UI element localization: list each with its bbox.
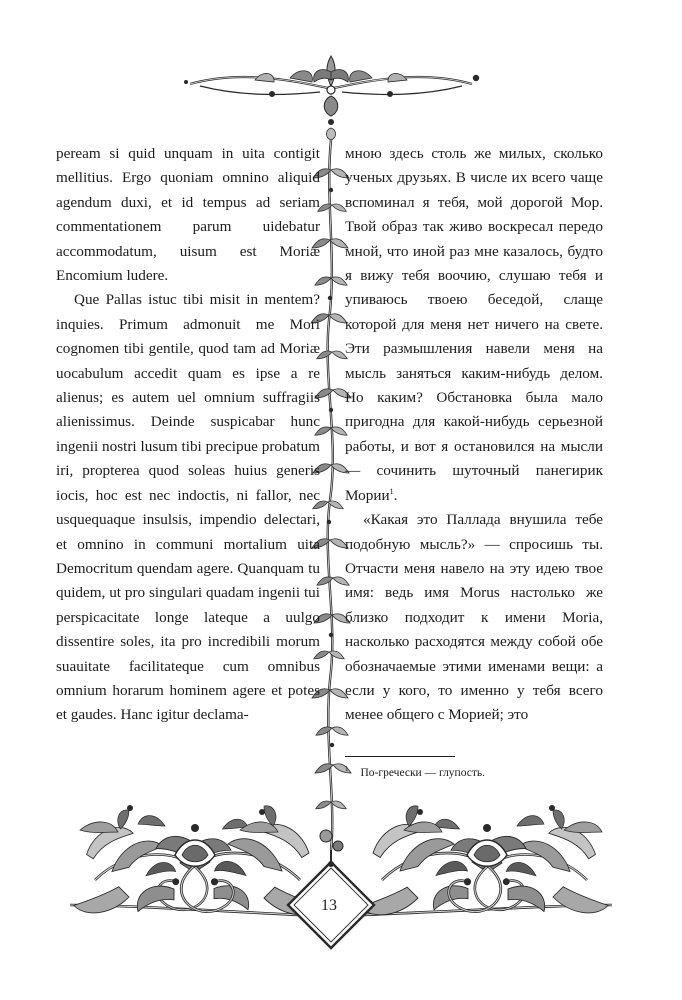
bottom-right-ornament bbox=[360, 805, 613, 915]
russian-paragraph-1 bbox=[345, 142, 603, 508]
latin-column bbox=[56, 142, 320, 728]
footnote bbox=[345, 765, 605, 781]
russian-paragraph-1-end: . bbox=[393, 486, 398, 504]
page-number: 13 bbox=[321, 897, 337, 914]
bottom-left-ornament bbox=[70, 805, 323, 915]
latin-paragraph-1: peream si quid unquam in uita contigit mellitius. Ergo quoniam omnino aliquid agendum duxi, et id tempus ad seriam commentationem parum uidebatur accommodatum, uisum est Moriæ Encomium ludere. bbox=[56, 145, 320, 285]
russian-paragraph-1-text: мною здесь столь же милых, сколько ученых друзьях. В числе их всего чаще вспоминал я тебя, мой дорогой Мор. Твой образ так живо воскресал передо мной, что иной раз мне казалось, будто я вижу тебя воочию, слушаю тебя и упиваюсь твоею беседой, слаще которой для меня нет ничего на свете. Эти размышления навели меня на мысль заняться каким-нибудь делом. Но каким? Обстановка была мало пригодна для какой-нибудь серьезной работы, и вот я остановился на мысли — сочинить шуточный панегирик Мории bbox=[345, 145, 603, 504]
russian-column bbox=[345, 142, 603, 728]
footnote-marker: 1 bbox=[345, 765, 349, 774]
footnote-text: По-гречески — глупость. bbox=[360, 767, 486, 779]
footnote-reference: 1 bbox=[389, 486, 394, 496]
russian-paragraph-2: «Какая это Паллада внушила тебе подобную мысль?» — спросишь ты. Отчасти меня навело на эту идею твое имя: ведь имя Morus настолько же близко подходит к имени Moria, насколько расходятся между собой обе обозначаемые этими именами вещи: а если у кого, то именно у тебя всего менее общего с Морией; это bbox=[345, 511, 603, 724]
latin-paragraph-2: Que Pallas istuc tibi misit in mentem? inquies. Primum admonuit me Mori cognomen tibi gentile, quod tam ad Moriæ uocabulum accedit quam es ipse a re alienus; es autem uel omnium suffragiis alienissimus. Deinde suspicabar hunc ingenii nostri lusum tibi precipue probatum iri, propterea quod soleas huius generis iocis, hoc est nec indoctis, ni fallor, nec usquequaque insulsis, impendio delectari, et omnino in communi mortalium uita Democritum quendam agere. Quanquam tu quidem, ut pro singulari quadam ingenii tui perspicacitate longe lateque a uulgo dissentire soles, ita pro incredibili morum suauitate facilitateque cum omnibus omnium horarum hominem agere et potes et gaudes. Hanc igitur declama- bbox=[56, 291, 320, 724]
footnote-divider bbox=[345, 756, 455, 757]
top-ornament bbox=[184, 56, 479, 140]
